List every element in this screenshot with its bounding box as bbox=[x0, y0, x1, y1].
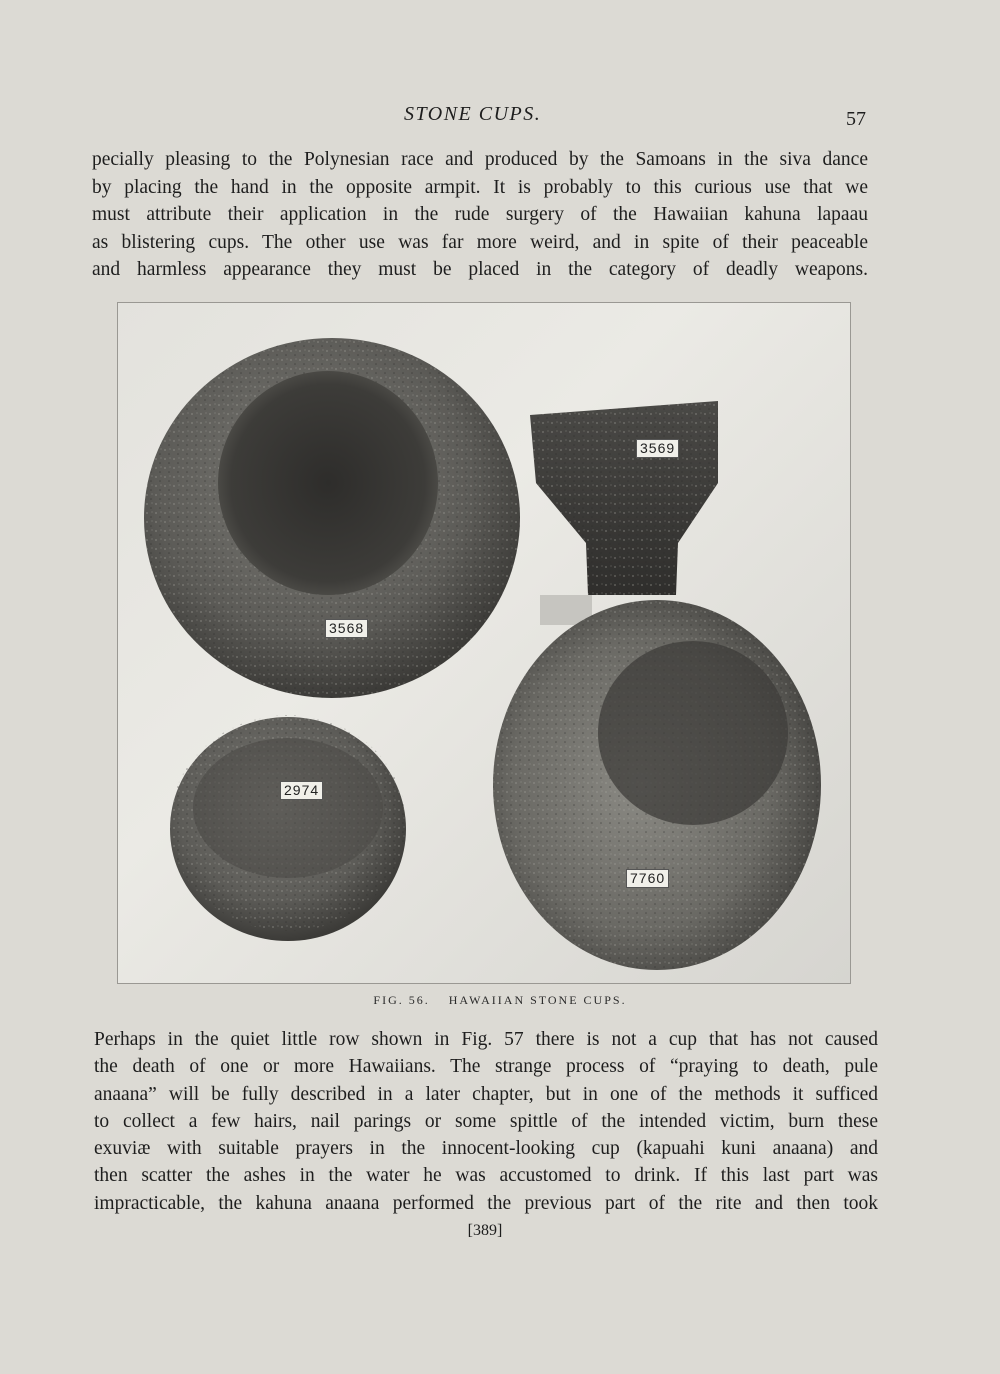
running-title: STONE CUPS. bbox=[404, 103, 542, 125]
page-number: 57 bbox=[846, 108, 866, 130]
text-line: must attribute their application in the rude surgery of the Hawaiian kahuna lapaau bbox=[92, 204, 868, 225]
text-line: exuviæ with suitable prayers in the innocent-looking cup (kapuahi kuni anaana) and bbox=[94, 1138, 878, 1160]
paragraph-bottom bbox=[94, 1026, 878, 1217]
text-line: the death of one or more Hawaiians. The strange process of “praying to death, pule bbox=[94, 1056, 878, 1078]
text-line: as blistering cups. The other use was far more weird, and in spite of their peaceable bbox=[92, 231, 868, 253]
figure-title: HAWAIIAN STONE CUPS. bbox=[448, 993, 627, 1007]
text-line: anaana” will be fully described in a later chapter, but in one of the methods it sufficed bbox=[94, 1083, 878, 1105]
cup-label-3569: 3569 bbox=[636, 439, 679, 458]
text-line: impracticable, the kahuna anaana performed the previous part of the rite and then took bbox=[94, 1192, 878, 1214]
stone-cups-illustration bbox=[118, 303, 850, 983]
text-line: pecially pleasing to the Polynesian race and produced by the Samoans in the siva dance bbox=[92, 149, 868, 170]
text-line: by placing the hand in the opposite armpit. It is probably to this curious use that we bbox=[92, 176, 868, 198]
paragraph-top bbox=[92, 146, 868, 284]
text-line: then scatter the ashes in the water he was accustomed to drink. If this last part was bbox=[94, 1165, 878, 1187]
text-line: to collect a few hairs, nail parings or some spittle of the intended victim, burn these bbox=[94, 1110, 878, 1132]
cup-label-2974: 2974 bbox=[280, 781, 323, 800]
running-head bbox=[0, 103, 1000, 133]
stone-cups-photograph bbox=[117, 302, 851, 984]
text-line: Perhaps in the quiet little row shown in Fig. 57 there is not a cup that has not caused bbox=[94, 1029, 878, 1050]
signature-mark: [389] bbox=[467, 1222, 503, 1239]
cup-label-3568: 3568 bbox=[325, 619, 368, 638]
figure-caption bbox=[0, 993, 1000, 1008]
figure-number: FIG. 56. bbox=[373, 993, 430, 1007]
cup-label-7760: 7760 bbox=[626, 869, 669, 888]
text-line: and harmless appearance they must be placed in the category of deadly weapons. bbox=[92, 259, 868, 280]
